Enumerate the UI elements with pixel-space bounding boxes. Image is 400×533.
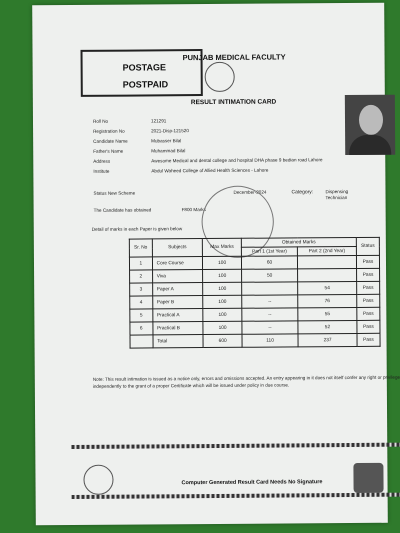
cell-status: Pass [357, 333, 380, 346]
cell-status: Pass [357, 320, 380, 333]
cell-sr: 2 [130, 270, 153, 283]
cell-part1: 110 [242, 334, 298, 347]
cell-max: 100 [203, 321, 242, 334]
candidate-photo [345, 95, 395, 155]
cell-max: 100 [203, 308, 242, 321]
footer-text: Computer Generated Result Card Needs No Signature [181, 479, 323, 487]
field-label-institute: Institute [93, 168, 110, 174]
header-part-1: Part 1 (1st Year) [241, 247, 297, 256]
cell-part1: -- [242, 308, 298, 321]
cell-subject: Viva [152, 270, 203, 283]
cell-sr: 1 [129, 257, 152, 270]
faculty-logo-icon [205, 62, 235, 92]
field-label-father-name: Father's Name [93, 148, 124, 154]
cell-part2: 76 [298, 294, 357, 307]
field-label-address: Address [93, 158, 111, 164]
cell-status: Pass [357, 281, 380, 294]
cell-part2 [298, 255, 357, 268]
cell-subject: Paper B [152, 296, 203, 309]
cell-subject: Practical B [153, 322, 204, 335]
cell-part1: 50 [241, 269, 297, 282]
cell-part1: 60 [241, 256, 297, 269]
table-total-row [130, 333, 380, 348]
field-value-candidate-name: Mubasser Bilal [151, 138, 182, 144]
cell-part1 [242, 282, 298, 295]
field-value-roll-no: 121291 [150, 118, 167, 124]
cell-part2 [298, 268, 357, 281]
cell-part1: -- [242, 321, 298, 334]
security-band-bottom [72, 493, 400, 499]
field-label-roll-no: Roll No [92, 118, 109, 124]
session-value: December-2024 [233, 189, 267, 195]
header-status: Status [356, 237, 379, 255]
photo-face [359, 105, 383, 135]
category-label: Category: [291, 189, 314, 196]
scheme-label: Status New Scheme [93, 190, 136, 196]
detail-line: Detail of marks in each Paper is given below [91, 226, 183, 232]
cell-sr: 6 [130, 322, 153, 335]
field-value-registration-no: 2021-Disp-121520 [151, 128, 189, 134]
cell-subject: Paper A [152, 283, 203, 296]
cell-status: Pass [357, 294, 380, 307]
cell-max: 100 [203, 256, 242, 269]
header-part-2: Part 2 (2nd Year) [298, 246, 357, 255]
disclaimer-note: Note: This result intimation is issued as a notice only, errors and omissions accepted. An entry appearing in it does not itself confer any right or privilege independently to the grant of a proper Certificate which will be issued under policy in due course. [92, 374, 400, 389]
cell-part2: 52 [298, 320, 357, 333]
faculty-title: PUNJAB MEDICAL FACULTY [182, 52, 286, 63]
field-value-address: Awesome Medical and dental college and hospital DHA phase 9 bedian road Lahore [151, 157, 323, 164]
obtained-marks: F800 Marks [181, 207, 206, 213]
cell-part2: 55 [298, 307, 357, 320]
header-obtained-marks: Obtained Marks [241, 237, 356, 247]
cell-sr: 4 [130, 296, 153, 309]
cell-status: Pass [356, 255, 379, 268]
header-max-marks: Max Marks [203, 238, 242, 256]
cell-max: 600 [203, 334, 242, 347]
obtained-text: The Candidate has obtained [93, 207, 152, 213]
field-value-father-name: Muhammad Bilal [151, 148, 186, 154]
marks-table [129, 237, 381, 349]
cell-max: 100 [203, 295, 242, 308]
security-band-top [71, 443, 400, 449]
cell-sr [130, 335, 153, 348]
cell-subject: Core Course [152, 257, 203, 270]
cell-max: 100 [203, 269, 242, 282]
cell-sr: 5 [130, 309, 153, 322]
cell-max: 100 [203, 282, 242, 295]
cell-part2: 237 [298, 333, 357, 346]
header-sr-no: Sr. No [129, 239, 152, 257]
cell-subject: Total [153, 335, 204, 348]
photo-body [349, 135, 391, 155]
cell-sr: 3 [130, 283, 153, 296]
cell-subject: Practical A [152, 309, 203, 322]
header-subjects: Subjects [152, 239, 203, 257]
postpaid-label: POSTPAID [122, 79, 169, 90]
qr-badge-icon [353, 463, 383, 493]
faculty-logo-footer-icon [83, 465, 113, 495]
category-value: Dispensing Technician [325, 189, 349, 201]
result-card-paper [32, 3, 400, 525]
field-label-registration-no: Registration No [93, 128, 125, 134]
postage-label: POSTAGE [122, 62, 167, 73]
card-title: RESULT INTIMATION CARD [190, 98, 277, 107]
cell-part2: 54 [298, 281, 357, 294]
field-label-candidate-name: Candidate Name [93, 138, 128, 144]
field-value-institute: Abdul Waheed College of Allied Health Sciences - Lahore [151, 167, 269, 174]
cell-part1: -- [242, 295, 298, 308]
cell-status: Pass [356, 268, 379, 281]
cell-status: Pass [357, 307, 380, 320]
